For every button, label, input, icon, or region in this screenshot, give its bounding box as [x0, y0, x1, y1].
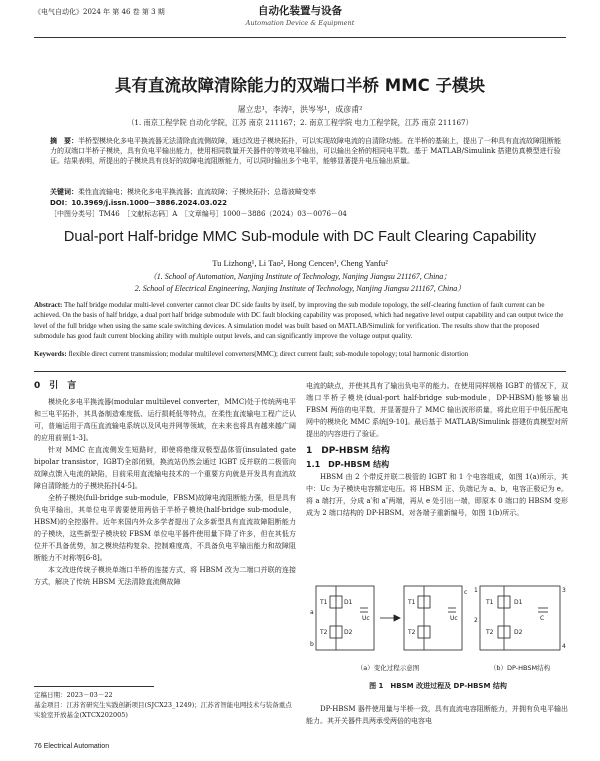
- intro-paragraph-3: 全桥子模块(full-bridge sub-module，FBSM)故障电流阻断能力强，但是具有负电平输出，其单位电平需要使用两倍于半桥子模块(half-bridge sub-module，HBSM)的全控器件。近年来国内外众多学者提出了众多新型具有直流故障阻断能力的子模块，这些新型子模块较 FBSM 单位电平器件使用量下降了许多，但在其低方位并不具备优势，加之模块结构复杂、控制难度高，不具备负电平输出能力和故障阻断能力不对称等[6-8]。: [34, 494, 296, 562]
- left-column: [34, 380, 296, 588]
- keywords-cn: [50, 187, 562, 197]
- fig-b-label-d1: D1: [514, 599, 523, 606]
- fig-a-label-b: b: [310, 641, 314, 648]
- keywords-cn-label: 关键词：: [50, 188, 78, 196]
- fig-a-label-d1: D1: [344, 599, 353, 606]
- fig-sub-b-caption: （b）DP-HBSM结构: [489, 664, 551, 672]
- fig-b-port-3: 3: [562, 587, 566, 594]
- section-1-heading: 1 DP-HBSM 结构: [306, 446, 390, 456]
- keywords-en: [34, 349, 564, 359]
- fig-a-arrow-head: [394, 615, 400, 621]
- section-1-1-paragraph-2: DP-HBSM 器件使用量与半桥一致，具有直流电容阻断能力，并拥有负电平输出能力。其开关器件具两承受两倍的电容电: [306, 705, 568, 725]
- section-header: [0, 3, 600, 27]
- fig-b-port-4: 4: [562, 643, 566, 650]
- fig-b-label-c: C: [540, 615, 545, 622]
- fig-b-label-t1: T1: [486, 599, 494, 606]
- right-column-tail: [306, 703, 568, 739]
- fig-b-label-t2: T2: [486, 629, 494, 636]
- footnote-received: 定稿日期：2023－03－22: [34, 691, 113, 699]
- fig-b-port-2: 2: [474, 617, 478, 624]
- abstract-en: [34, 300, 564, 342]
- journal-info: 《电气自动化》2024 年 第 46 卷 第 3 期: [34, 8, 165, 16]
- paper-title-en: Dual-port Half-bridge MMC Sub-module with DC Fault Clearing Capability: [63, 229, 537, 245]
- fig-a-label-t2: T2: [320, 629, 328, 636]
- fig-sub-a-caption: （a）变化过程示意图: [356, 664, 420, 672]
- abstract-cn-label: 摘 要：: [50, 137, 78, 145]
- fig-b-frame: [480, 586, 560, 650]
- doi: DOI：10.3969/j.issn.1000－3886.2024.03.022: [50, 199, 228, 207]
- keywords-cn-text: 柔性直流输电；模块化多电平换流器；直流故障；子模块拓扑；总谐波畸变率: [78, 188, 316, 196]
- affiliation-en-2: 2. School of Electrical Engineering, Nanjing Institute of Technology, Nanjing Jiangsu 211167, China）: [134, 284, 466, 293]
- fig-a2-label-t2: T2: [408, 629, 416, 636]
- section-title-cn: 自动化装置与设备: [258, 5, 342, 17]
- fig-a-label-a: a: [310, 609, 314, 616]
- fig-b-port-1: 1: [474, 587, 478, 594]
- right-paragraph-1: 电流的缺点，并使其具有了输出负电平的能力。在使用同样规格 IGBT 的情况下，双端口半桥子模块(dual-port half-bridge sub-module，DP-HBSM)能够输出 FBSM 两倍的电平数，并显著提升了 MMC 输出波形质量，将此应用于中低压配电网中的模块化 MMC 系统[9-10]。最后基于 MATLAB/Simulink 搭建仿真模型对所提出的内容进行了验证。: [306, 382, 568, 438]
- footnote-rule: [34, 686, 154, 687]
- section-1-1-paragraph-1: HBSM 由 2 个带反并联二极管的 IGBT 和 1 个电容组成，如图 1(a)所示，其中：Uc 为子模块电容额定电压。将 HBSM 正、负端记为 a、b，电容正极记为 e。将 a 端打开，分成 a′和 a″两端，再从 e 处引出一端，即原本 0 端口的 HBSM 变形成为 2 端口结构的 DP-HBSM。对各端子重新编号，如图 1(b)所示。: [306, 473, 568, 517]
- fig-a-label-uc: Uc: [362, 615, 370, 622]
- fig-a-label-t1: T1: [320, 599, 328, 606]
- fig-a2-label-uc: Uc: [450, 615, 458, 622]
- abstract-en-text: The half bridge modular multi-level converter cannot clear DC side faults by itself, by improving the sub module topology, the self-clearing function of fault current can be achieved. On the basis of half bridge, a dual port half bridge submodule with DC fault blocking capability was proposed, which had negative level output capability and can output twice the level of the full bridge when using the same scale switching devices. A simulation model was built based on MATLAB/Simulink for verification. The results show that the proposed submodule has good fault current blocking ability with multiple output levels, and can significantly improve the voltage output quality.: [34, 301, 564, 341]
- fig-a-label-d2: D2: [344, 629, 353, 636]
- abstract-rule: [34, 371, 566, 372]
- intro-heading: 0 引 言: [34, 381, 77, 391]
- fig-a2-label-c: c: [464, 589, 468, 596]
- paper-title-cn: 具有直流故障清除能力的双端口半桥 MMC 子模块: [115, 76, 485, 95]
- footnote-funding: 基金项目：江苏省研究生实践创新项目(SJCX23_1249)；江苏省智能电网技术与装备重点实验室开放基金(XTCX202005): [34, 701, 292, 719]
- page-footer: 76 Electrical Automation: [34, 743, 110, 750]
- right-column: [306, 380, 568, 519]
- authors-en: Tu Lizhong¹, Li Tao², Hong Cencen¹, Cheng Yanfu²: [212, 258, 388, 268]
- classification: ［中图分类号］TM46 ［文献标志码］A ［文章编号］1000－3886（2024）03－0076－04: [50, 210, 347, 218]
- footnote: [34, 690, 296, 720]
- figure-1: [308, 574, 568, 698]
- intro-paragraph-1: 模块化多电平换流器(modular multilevel converter，MMC)处于传统两电平和三电平拓扑，其具备制造难度低、运行损耗低等特点，在柔性直流输电工程广泛认可，普遍运用于高压直流输电系统以及风电并网等领域，在未来也将具有越来越广阔的应用前景[1-3]。: [34, 398, 296, 442]
- keywords-en-label: Keywords:: [34, 350, 67, 358]
- authors-cn: 屠立忠¹，李涛²，洪岑岑¹，成彦甫²: [237, 105, 363, 114]
- figure-caption: 图 1 HBSM 改进过程及 DP-HBSM 结构: [369, 682, 507, 690]
- section-title-en: Automation Device & Equipment: [245, 19, 355, 27]
- abstract-cn-text: 半桥型模块化多电平换流器无法清除直流侧故障，通过改进子模块拓扑，可以实现故障电流的自清除功能。在半桥的基础上，提出了一种具有直流故障阻断能力的双端口半桥子模块，具有负电平输出能力，使用相同数量开关器件的等效电平输出，可以输出全桥的相同电平数。基于 MATLAB/Simulink 搭建仿真模型进行验证。结果表明，所提出的子模块具有良好的故障电流阻断能力，可以同时输出多个电平，能够显著提升电压输出质量。: [50, 137, 561, 166]
- keywords-en-text: flexible direct current transmission; modular multilevel converters(MMC); direct current fault; sub-module topology; total harmonic distortion: [68, 350, 469, 358]
- fig-a2-label-t1: T1: [408, 599, 416, 606]
- fig-b-label-d2: D2: [514, 629, 523, 636]
- affiliation-cn: （1. 南京工程学院 自动化学院，江苏 南京 211167；2. 南京工程学院 电力工程学院，江苏 南京 211167）: [127, 118, 473, 127]
- intro-paragraph-4: 本文改进传统子模块单端口半桥的连接方式，将 HBSM 改为二端口并联的连接方式，解决了传统 HBSM 无法清除直流侧故障: [34, 566, 296, 586]
- affiliation-en-1: （1. School of Automation, Nanjing Institute of Technology, Nanjing Jiangsu 211167, China；: [148, 272, 452, 281]
- abstract-cn: [50, 136, 562, 167]
- section-1-1-heading: 1.1 DP-HBSM 结构: [306, 460, 390, 469]
- intro-paragraph-2: 针对 MMC 在直流侧发生短路时，即使将绝缘双极型晶体管(insulated gate bipolar transistor，IGBT)全部闭锁，换流站仍然会通过 IGBT 反并联的二极管向故障点馈入电流的缺陷，目前采用直流输电技术的一个重要方向就是开发具有直流故障自清除能力的子模块拓扑[4-5]。: [34, 446, 296, 490]
- abstract-en-label: Abstract:: [34, 301, 63, 309]
- header-rule: [34, 37, 566, 38]
